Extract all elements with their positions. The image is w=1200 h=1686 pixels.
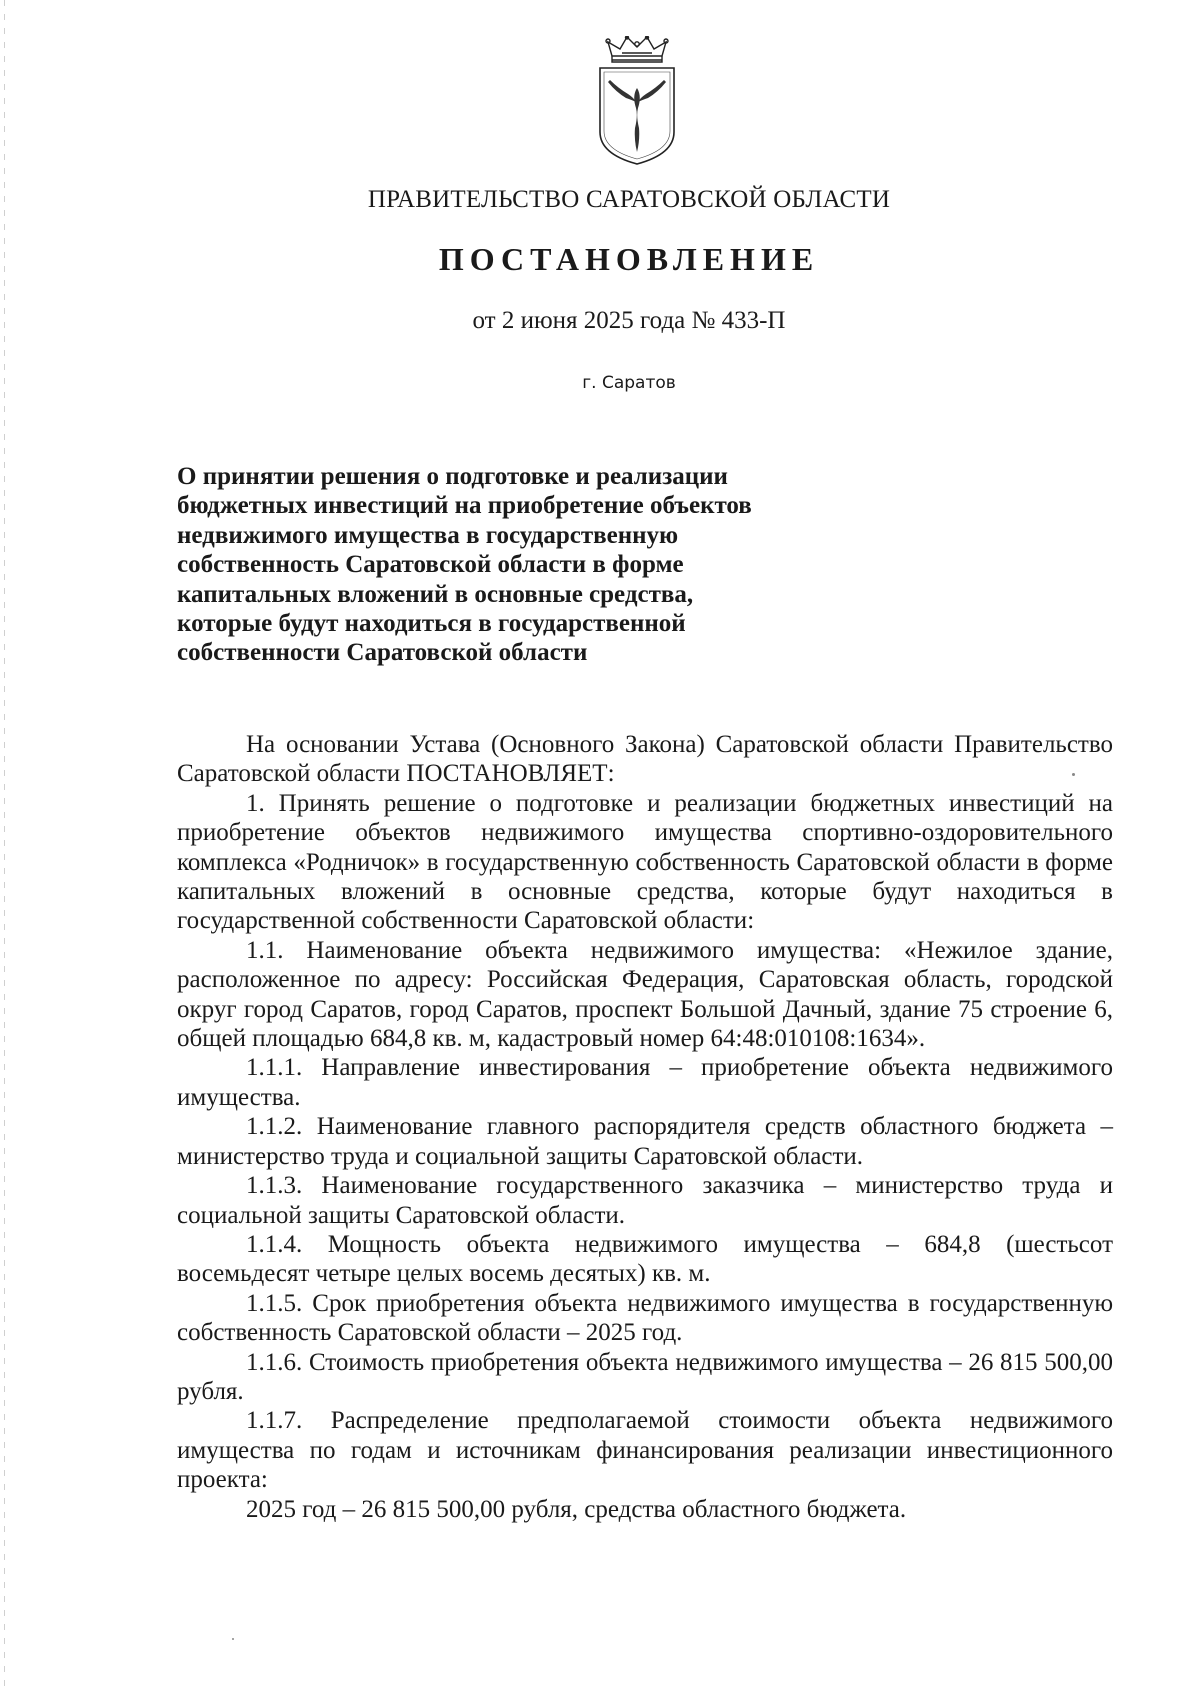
clause-1-1: 1.1. Наименование объекта недвижимого имущества: «Нежилое здание, расположенное по адресу: Российская Федерация, Саратовская область, городской округ город Саратов, город Саратов, проспект Большой Дачный, здание 75 строение 6, общей площадью 684,8 кв. м, кадастровый номер 64:48:010108:1634». (177, 936, 1113, 1053)
clause-1-1-7: 1.1.7. Распределение предполагаемой стоимости объекта недвижимого имущества по годам и источникам финансирования реализации инвестиционного проекта: (177, 1407, 1113, 1494)
clause-1-1-1: 1.1.1. Направление инвестирования – приобретение объекта недвижимого имущества. (177, 1054, 1113, 1111)
document-type: ПОСТАНОВЛЕНИЕ (438, 241, 820, 277)
document-date-number: от 2 июня 2025 года № 433-П (472, 307, 786, 334)
government-name: ПРАВИТЕЛЬСТВО САРАТОВСКОЙ ОБЛАСТИ (367, 186, 891, 213)
clause-1-1-5: 1.1.5. Срок приобретения объекта недвижимого имущества в государственную собственность Саратовской области – 2025 год. (177, 1289, 1113, 1347)
clause-1: 1. Принять решение о подготовке и реализации бюджетных инвестиций на приобретение объектов недвижимого имущества спортивно-оздоровительного комплекса «Родничок» в государственную собственность Саратовской области в форме капитальных вложений в основные средства, которые будут находиться в государственной собственности Саратовской области: (177, 789, 1113, 935)
title-line: О принятии решения о подготовке и реализации (177, 463, 728, 490)
clause-1-1-4: 1.1.4. Мощность объекта недвижимого имущества – 684,8 (шестьсот восемьдесят четыре целых восемь десятых) кв. м. (177, 1230, 1113, 1288)
preamble-paragraph: На основании Устава (Основного Закона) Саратовской области Правительство Саратовской области ПОСТАНОВЛЯЕТ: (177, 731, 1113, 788)
clause-1-1-6: 1.1.6. Стоимость приобретения объекта недвижимого имущества – 26 815 500,00 рубля. (177, 1348, 1113, 1405)
funding-line: 2025 год – 26 815 500,00 рубля, средства областного бюджета. (246, 1495, 907, 1523)
clause-1-1-2: 1.1.2. Наименование главного распорядителя средств областного бюджета – министерство труда и социальной защиты Саратовской области. (177, 1113, 1113, 1170)
clause-1-1-3: 1.1.3. Наименование государственного заказчика – министерство труда и социальной защиты Саратовской области. (177, 1172, 1113, 1229)
document-city: г. Саратов (582, 373, 676, 393)
title-line: собственности Саратовской области (177, 639, 588, 667)
title-line: которые будут находиться в государственной (177, 610, 686, 638)
document-title (177, 462, 817, 668)
title-line: собственность Саратовской области в форме (177, 551, 684, 579)
scan-edge (4, 0, 5, 1686)
title-line: капитальных вложений в основные средства, (177, 580, 694, 608)
title-line: бюджетных инвестиций на приобретение объектов (177, 492, 752, 520)
saratov-coat-of-arms-icon (594, 36, 680, 168)
document-body (177, 730, 1113, 1524)
title-line: недвижимого имущества в государственную (177, 521, 679, 549)
